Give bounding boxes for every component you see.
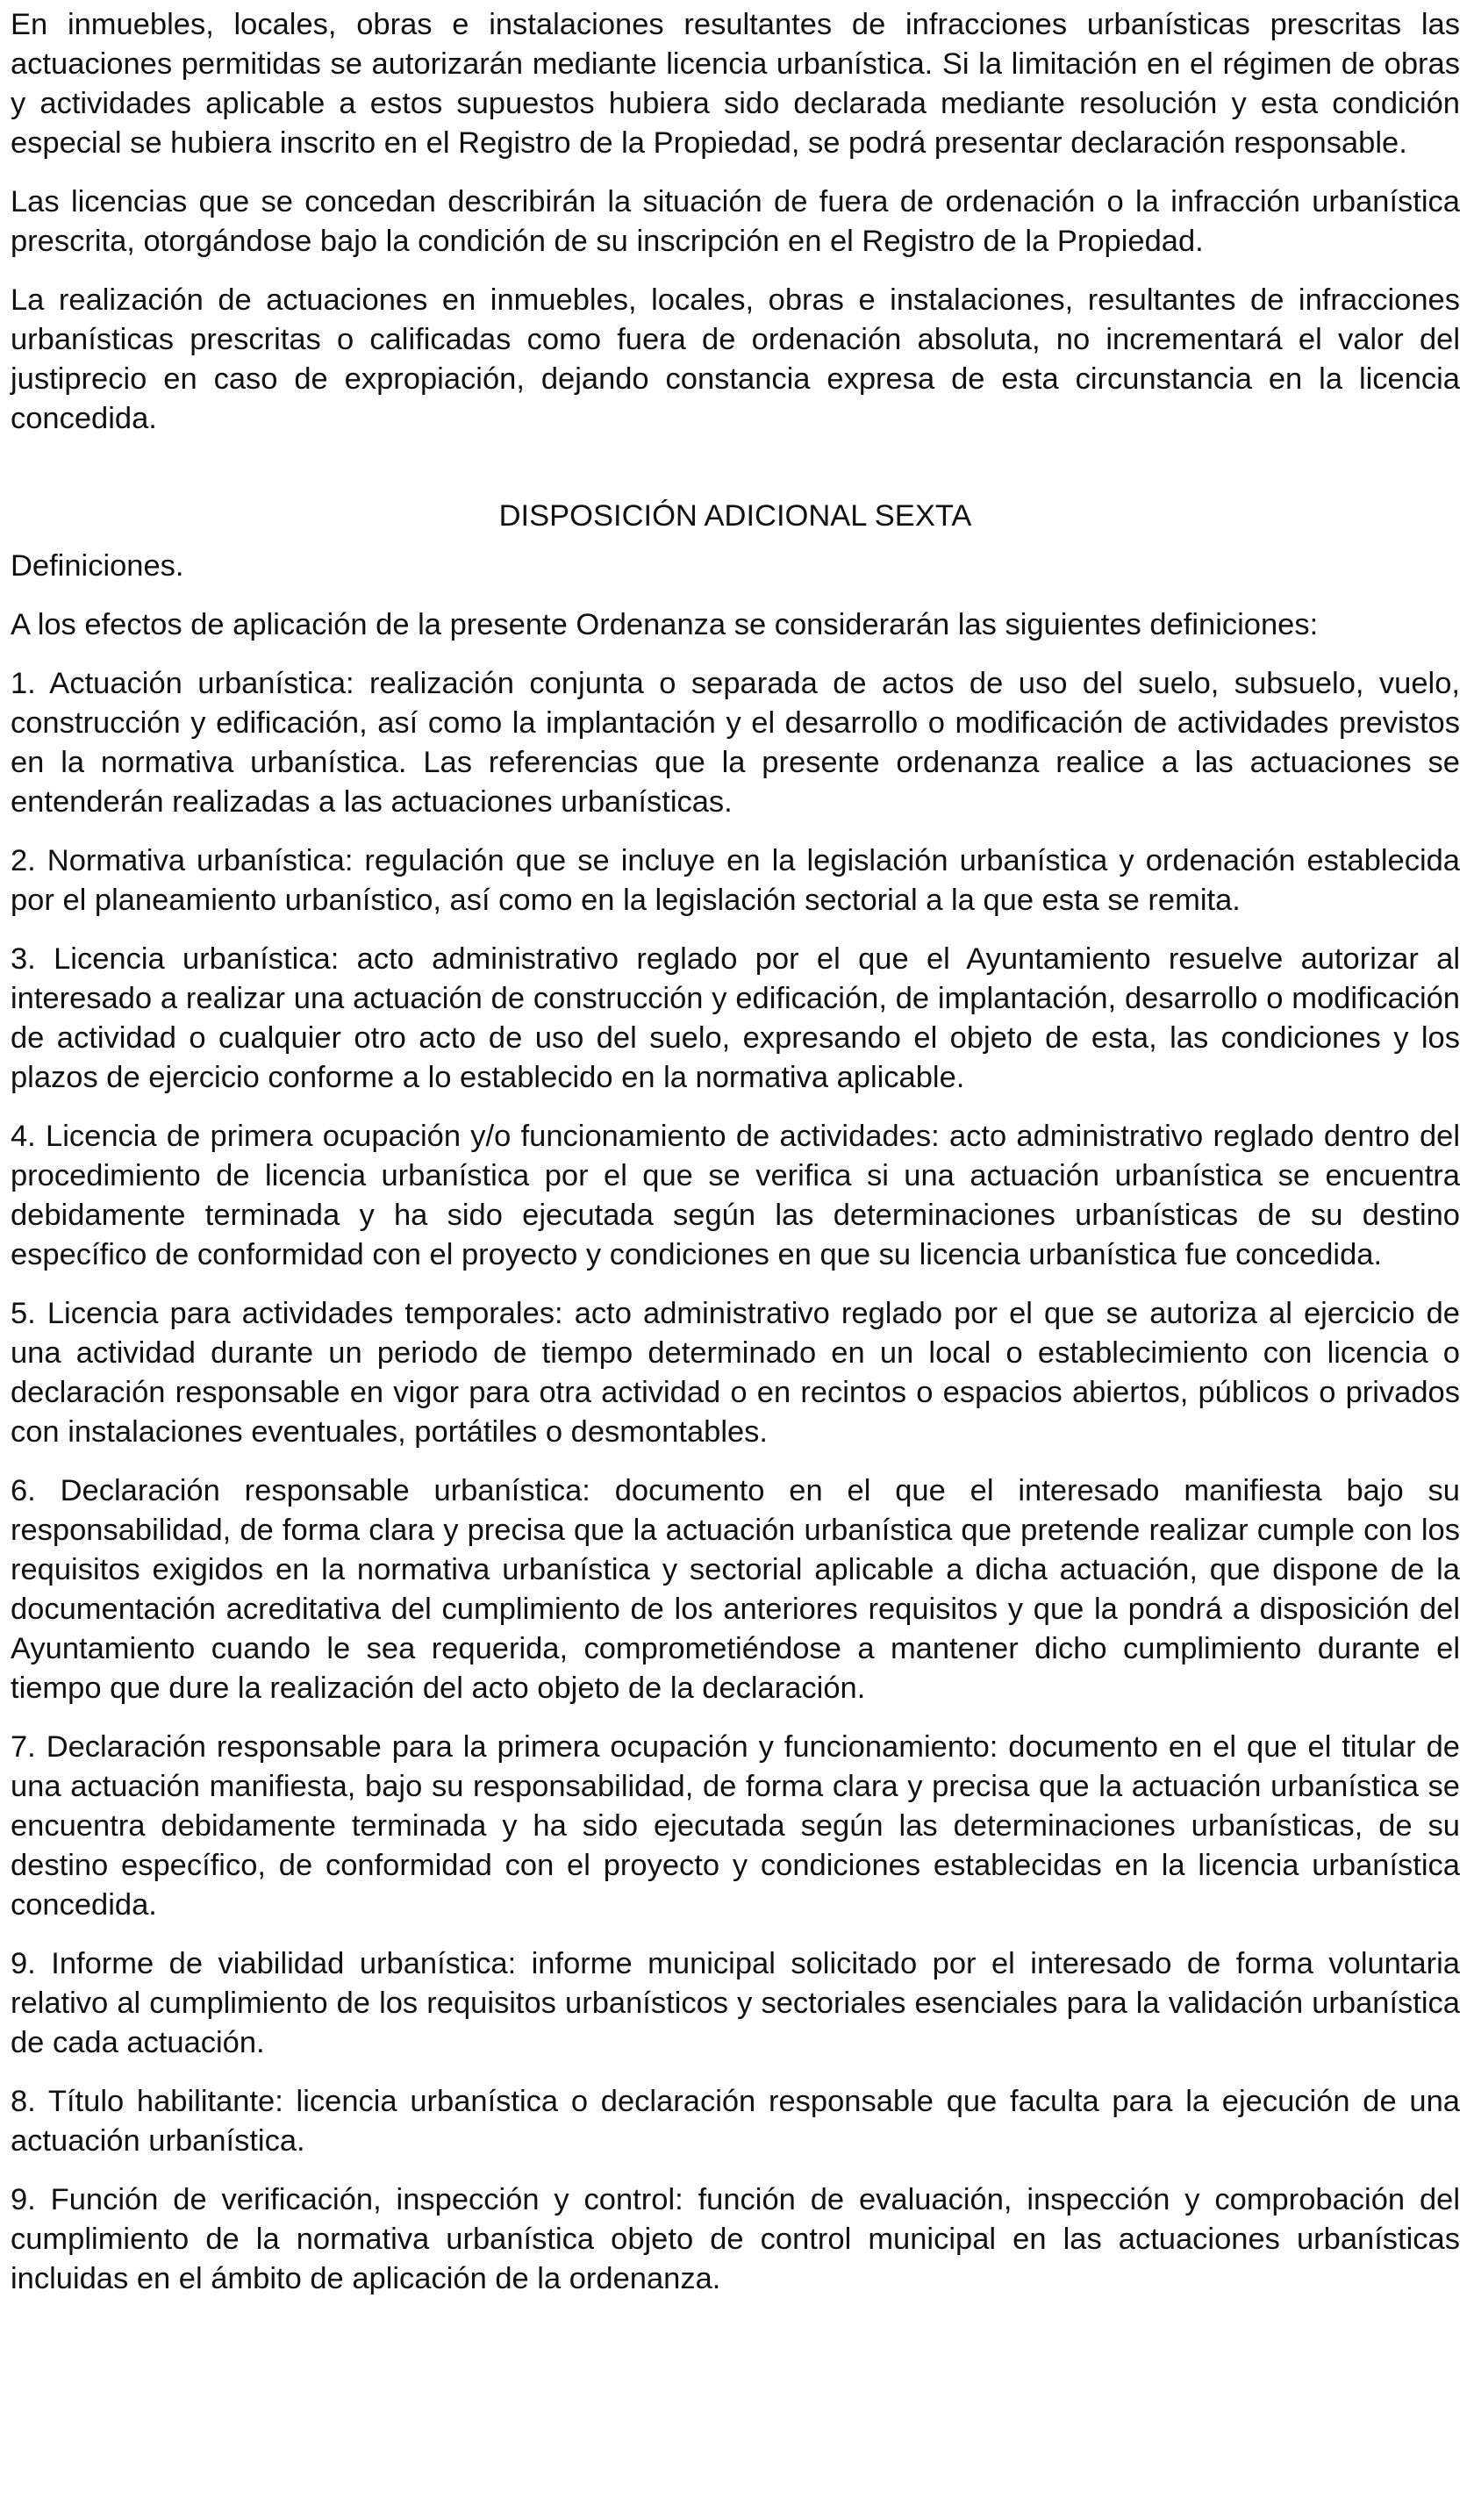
definition-item: 8. Título habilitante: licencia urbanística o declaración responsable que faculta para la ejecución de una actuación urbanística. [11,2085,1460,2158]
definition-item: 9. Informe de viabilidad urbanística: informe municipal solicitado por el interesado de forma voluntaria relativo al cumplimiento de los requisitos urbanísticos y sectoriales esenciales para la validación urbanística de cada actuación. [11,1947,1460,2059]
definition-item: 7. Declaración responsable para la primera ocupación y funcionamiento: documento en el que el titular de una actuación manifiesta, bajo su responsabilidad, de forma clara y precisa que la actuación urbanística se encuentra debidamente terminada y ha sido ejecutada según las determinaciones urbanísticas, de su destino específico, de conformidad con el proyecto y condiciones establecidas en la licencia urbanística concedida. [11,1730,1460,1922]
section-intro: A los efectos de aplicación de la presente Ordenanza se considerarán las siguientes definiciones: [11,608,1319,641]
definition-item: 3. Licencia urbanística: acto administrativo reglado por el que el Ayuntamiento resuelve autorizar al interesado a realizar una actuación de construcción y edificación, de implantación, desarrollo o modificación de actividad o cualquier otro acto de uso del suelo, expresando el objeto de esta, las condiciones y los plazos de ejercicio conforme a lo establecido en la normativa aplicable. [11,942,1460,1094]
section-title: DISPOSICIÓN ADICIONAL SEXTA [498,499,972,533]
definition-item: 6. Declaración responsable urbanística: documento en el que el interesado manifiesta bajo su responsabilidad, de forma clara y precisa que la actuación urbanística que pretende realizar cumple con los requisitos exigidos en la normativa urbanística y sectorial aplicable a dicha actuación, que dispone de la documentación acreditativa del cumplimiento de los anteriores requisitos y que la pondrá a disposición del Ayuntamiento cuando le sea requerida, comprometiéndose a mantener dicho cumplimiento durante el tiempo que dure la realización del acto objeto de la declaración. [11,1474,1460,1705]
definition-item: 1. Actuación urbanística: realización conjunta o separada de actos de uso del suelo, subsuelo, vuelo, construcción y edificación, así como la implantación y el desarrollo o modificación de actividades previstos en la normativa urbanística. Las referencias que la presente ordenanza realice a las actuaciones se entenderán realizadas a las actuaciones urbanísticas. [11,667,1460,819]
intro-paragraph: En inmuebles, locales, obras e instalaciones resultantes de infracciones urbanísticas prescritas las actuaciones permitidas se autorizarán mediante licencia urbanística. Si la limitación en el régimen de obras y actividades aplicable a estos supuestos hubiera sido declarada mediante resolución y esta condición especial se hubiera inscrito en el Registro de la Propiedad, se podrá presentar declaración responsable. [11,8,1460,160]
section-subtitle: Definiciones. [11,549,184,583]
definition-item: 2. Normativa urbanística: regulación que se incluye en la legislación urbanística y ordenación establecida por el planeamiento urbanístico, así como en la legislación sectorial a la que esta se remita. [11,844,1460,917]
definition-item: 4. Licencia de primera ocupación y/o funcionamiento de actividades: acto administrativo reglado dentro del procedimiento de licencia urbanística por el que se verifica si una actuación urbanística se encuentra debidamente terminada y ha sido ejecutada según las determinaciones urbanísticas de su destino específico de conformidad con el proyecto y condiciones en que su licencia urbanística fue concedida. [11,1120,1460,1271]
intro-paragraph: La realización de actuaciones en inmuebles, locales, obras e instalaciones, resultantes de infracciones urbanísticas prescritas o calificadas como fuera de ordenación absoluta, no incrementará el valor del justiprecio en caso de expropiación, dejando constancia expresa de esta circunstancia en la licencia concedida. [11,283,1460,435]
document-body [11,5,1460,2318]
definition-item: 9. Función de verificación, inspección y control: función de evaluación, inspección y comprobación del cumplimiento de la normativa urbanística objeto de control municipal en las actuaciones urbanísticas incluidas en el ámbito de aplicación de la ordenanza. [11,2183,1460,2295]
definition-item: 5. Licencia para actividades temporales: acto administrativo reglado por el que se autoriza al ejercicio de una actividad durante un periodo de tiempo determinado en un local o establecimiento con licencia o declaración responsable en vigor para otra actividad o en recintos o espacios abiertos, públicos o privados con instalaciones eventuales, portátiles o desmontables. [11,1297,1460,1449]
intro-paragraph: Las licencias que se concedan describirán la situación de fuera de ordenación o la infracción urbanística prescrita, otorgándose bajo la condición de su inscripción en el Registro de la Propiedad. [11,185,1460,258]
